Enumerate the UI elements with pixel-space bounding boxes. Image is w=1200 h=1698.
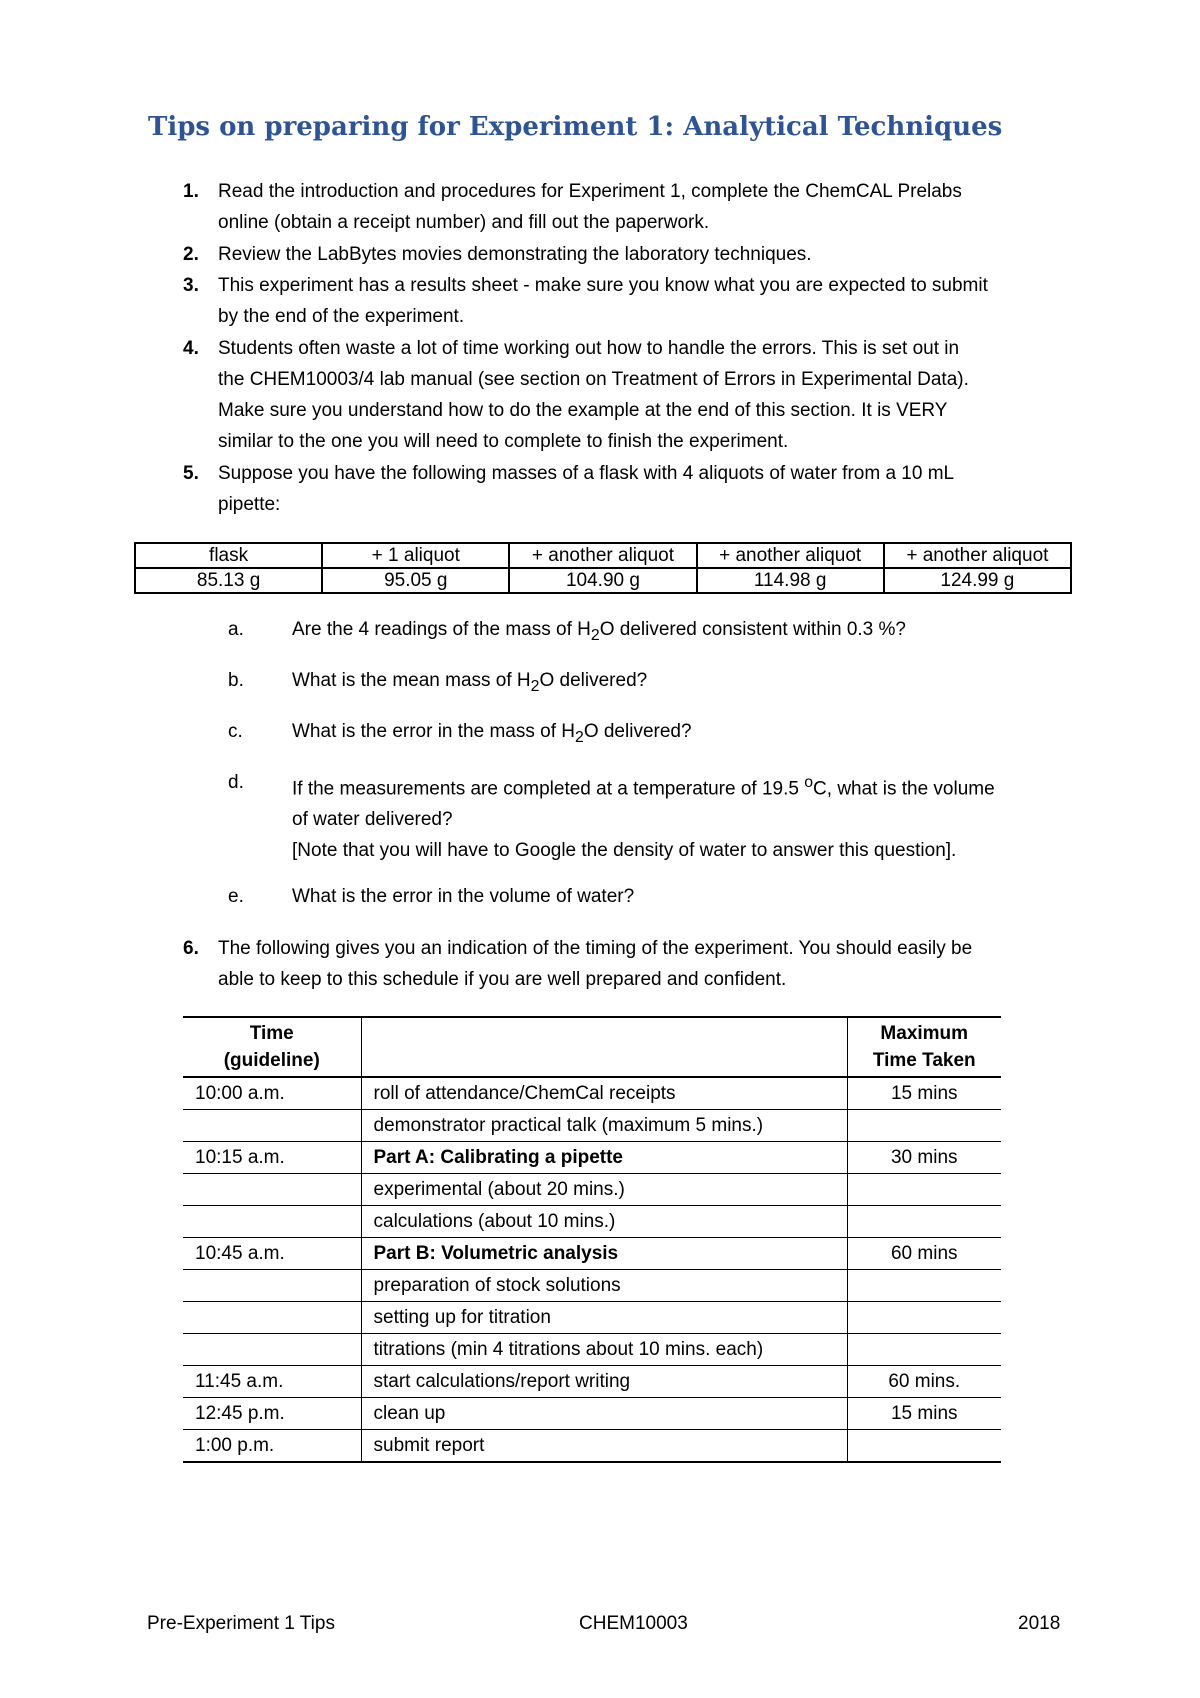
list-text-line: This experiment has a results sheet - make sure you know what you are expected to submit <box>218 275 988 296</box>
schedule-activity-cell: roll of attendance/ChemCal receipts <box>361 1077 847 1110</box>
list-number: 5. <box>183 463 199 484</box>
subquestion-letter: e. <box>228 886 244 907</box>
schedule-time-cell: 10:45 a.m. <box>183 1238 361 1270</box>
subquestion-text <box>292 767 995 866</box>
subquestion-text-part: C, what is the volume <box>813 778 995 800</box>
footer-left: Pre-Experiment 1 Tips <box>147 1613 335 1634</box>
mass-table-value-cell: 104.90 g <box>509 568 696 593</box>
schedule-row <box>183 1077 1001 1110</box>
schedule-activity-cell: preparation of stock solutions <box>361 1270 847 1302</box>
max-time-header <box>847 1017 1001 1077</box>
schedule-time-cell <box>183 1206 361 1238</box>
schedule-row <box>183 1238 1001 1270</box>
subquestion-text <box>292 614 906 651</box>
mass-table-value-cell: 85.13 g <box>135 568 322 593</box>
schedule-max-time-cell <box>847 1302 1001 1334</box>
schedule-activity-cell: setting up for titration <box>361 1302 847 1334</box>
subscript: 2 <box>590 626 600 644</box>
schedule-max-time-cell: 15 mins <box>847 1077 1001 1110</box>
list-number: 1. <box>183 181 199 202</box>
schedule-time-cell <box>183 1334 361 1366</box>
time-header <box>183 1017 361 1077</box>
list-text-line: The following gives you an indication of the timing of the experiment. You should easily be <box>218 938 973 959</box>
schedule-max-time-cell <box>847 1206 1001 1238</box>
schedule-row <box>183 1334 1001 1366</box>
mass-table-header-cell: + 1 aliquot <box>322 543 509 568</box>
schedule-row <box>183 1302 1001 1334</box>
schedule-row <box>183 1366 1001 1398</box>
schedule-time-cell: 10:00 a.m. <box>183 1077 361 1110</box>
subscript: 2 <box>530 677 540 695</box>
mass-table-value-cell: 95.05 g <box>322 568 509 593</box>
list-number: 2. <box>183 244 199 265</box>
mass-table-value-cell: 124.99 g <box>884 568 1071 593</box>
schedule-activity-cell: experimental (about 20 mins.) <box>361 1174 847 1206</box>
schedule-time-cell: 11:45 a.m. <box>183 1366 361 1398</box>
mass-table-header-cell: flask <box>135 543 322 568</box>
footer-right: 2018 <box>1018 1613 1061 1634</box>
schedule-activity-cell: start calculations/report writing <box>361 1366 847 1398</box>
schedule-time-cell <box>183 1270 361 1302</box>
subquestion-text-part: What is the error in the mass of H <box>292 721 575 742</box>
list-text-line: Students often waste a lot of time working out how to handle the errors. This is set out in <box>218 338 960 359</box>
subquestion-text-part: Are the 4 readings of the mass of H <box>292 619 591 640</box>
mass-table-header-cell: + another aliquot <box>884 543 1071 568</box>
footer-center: CHEM10003 <box>579 1613 688 1634</box>
schedule-time-cell <box>183 1302 361 1334</box>
schedule-activity-cell: clean up <box>361 1398 847 1430</box>
schedule-max-time-cell: 60 mins. <box>847 1366 1001 1398</box>
superscript: o <box>804 774 814 791</box>
schedule-activity-cell: titrations (min 4 titrations about 10 mins. each) <box>361 1334 847 1366</box>
schedule-max-time-cell: 15 mins <box>847 1398 1001 1430</box>
schedule-row <box>183 1110 1001 1142</box>
schedule-row <box>183 1174 1001 1206</box>
schedule-max-time-cell <box>847 1174 1001 1206</box>
schedule-activity-cell: Part A: Calibrating a pipette <box>361 1142 847 1174</box>
subscript: 2 <box>575 728 584 746</box>
schedule-row <box>183 1206 1001 1238</box>
list-number: 3. <box>183 275 199 296</box>
schedule-row <box>183 1142 1001 1174</box>
list-text-line: the CHEM10003/4 lab manual (see section on Treatment of Errors in Experimental Data). <box>218 369 969 390</box>
mass-table-header-cell: + another aliquot <box>509 543 696 568</box>
mass-table-value-cell: 114.98 g <box>697 568 884 593</box>
list-number: 4. <box>183 338 199 359</box>
subquestion-letter: d. <box>228 772 244 793</box>
schedule-header-row <box>183 1017 1001 1077</box>
subquestion-text <box>292 665 647 702</box>
schedule-activity-cell: Part B: Volumetric analysis <box>361 1238 847 1270</box>
max-time-header-line: Maximum <box>880 1023 969 1044</box>
schedule-max-time-cell <box>847 1430 1001 1463</box>
list-text-line: Review the LabBytes movies demonstrating the laboratory techniques. <box>218 244 812 265</box>
subquestion-text-part: O delivered? <box>539 670 648 691</box>
activity-header <box>361 1017 847 1077</box>
subquestion-text-part: O delivered? <box>583 721 692 742</box>
mass-table-header-row <box>135 543 1071 568</box>
page-title: Tips on preparing for Experiment 1: Analytical Techniques <box>148 112 1003 142</box>
mass-table <box>134 542 1072 594</box>
schedule-activity-cell: demonstrator practical talk (maximum 5 mins.) <box>361 1110 847 1142</box>
subquestion-text: What is the error in the volume of water? <box>292 886 635 907</box>
schedule-max-time-cell: 30 mins <box>847 1142 1001 1174</box>
list-text-line: by the end of the experiment. <box>218 306 465 327</box>
list-text-line: similar to the one you will need to complete to finish the experiment. <box>218 431 789 452</box>
subquestion-text-line: of water delivered? <box>292 809 453 831</box>
max-time-header-line: Time Taken <box>872 1050 976 1071</box>
list-text-line: Suppose you have the following masses of a flask with 4 aliquots of water from a 10 mL <box>218 463 955 484</box>
list-text-line: able to keep to this schedule if you are well prepared and confident. <box>218 969 787 990</box>
schedule-time-cell: 10:15 a.m. <box>183 1142 361 1174</box>
list-text-line: Make sure you understand how to do the example at the end of this section. It is VERY <box>218 400 948 421</box>
time-header-line: (guideline) <box>223 1050 320 1071</box>
subquestion-letter: a. <box>228 619 244 640</box>
subquestion-text <box>292 716 692 753</box>
subquestion-text-line: [Note that you will have to Google the density of water to answer this question]. <box>292 840 957 862</box>
subquestion-text-part: What is the mean mass of H <box>292 670 531 691</box>
schedule-max-time-cell <box>847 1334 1001 1366</box>
schedule-max-time-cell <box>847 1110 1001 1142</box>
list-text-line: Read the introduction and procedures for Experiment 1, complete the ChemCAL Prelabs <box>218 181 962 202</box>
subquestion-text-line <box>292 767 995 804</box>
schedule-max-time-cell: 60 mins <box>847 1238 1001 1270</box>
time-header-line: Time <box>249 1023 294 1044</box>
schedule-table <box>183 1016 1001 1463</box>
subquestion-letter: c. <box>228 721 243 742</box>
schedule-activity-cell: submit report <box>361 1430 847 1463</box>
list-number: 6. <box>183 938 199 959</box>
schedule-row <box>183 1398 1001 1430</box>
subquestion-letter: b. <box>228 670 244 691</box>
schedule-max-time-cell <box>847 1270 1001 1302</box>
list-text-line: online (obtain a receipt number) and fill out the paperwork. <box>218 212 710 233</box>
mass-table-header-cell: + another aliquot <box>697 543 884 568</box>
list-text-line: pipette: <box>218 494 281 515</box>
schedule-row <box>183 1430 1001 1463</box>
subquestion-text-part: If the measurements are completed at a temperature of 19.5 <box>292 778 805 800</box>
schedule-time-cell <box>183 1110 361 1142</box>
schedule-time-cell <box>183 1174 361 1206</box>
subquestion-text-part: O delivered consistent within 0.3 %? <box>599 619 906 640</box>
schedule-time-cell: 1:00 p.m. <box>183 1430 361 1463</box>
schedule-activity-cell: calculations (about 10 mins.) <box>361 1206 847 1238</box>
schedule-row <box>183 1270 1001 1302</box>
mass-table-value-row <box>135 568 1071 593</box>
schedule-time-cell: 12:45 p.m. <box>183 1398 361 1430</box>
